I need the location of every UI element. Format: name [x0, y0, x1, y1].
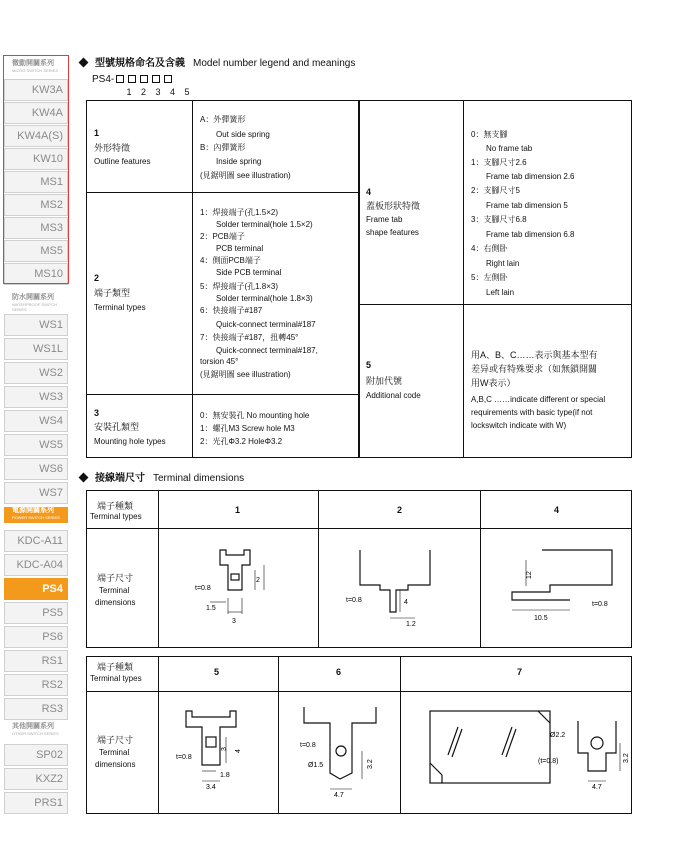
- dim-label: 3: [232, 618, 236, 625]
- terminal-type-label-zh: 端子種類: [97, 501, 134, 511]
- sidebar-item-rs3[interactable]: RS3: [4, 698, 68, 720]
- legend-row5-line: 差异或有特殊要求（如無鎖開關: [471, 364, 598, 374]
- legend-section-title: [78, 54, 355, 69]
- dim-label: 4.7: [592, 784, 602, 791]
- dim-label: t=0.8: [195, 585, 211, 592]
- sidebar-item-ws6[interactable]: WS6: [4, 458, 68, 480]
- diamond-bullet-icon: [79, 473, 89, 483]
- dim-label: 4: [404, 599, 408, 606]
- divider: [86, 691, 632, 692]
- terminal-col-5: 5: [214, 667, 220, 677]
- legend-row2-line: 2：PCB端子: [200, 232, 245, 241]
- group-title: 其他開關系列: [12, 723, 54, 730]
- group-subtitle: OTHER SWITCH SERIES: [12, 731, 59, 736]
- sidebar-item-prs1[interactable]: PRS1: [4, 792, 68, 814]
- group-title: 電源開關系列: [12, 507, 54, 514]
- dim-label: 1.5: [206, 605, 216, 612]
- sidebar-item-kdc-a11[interactable]: KDC-A11: [4, 530, 68, 552]
- sidebar-item-ms2[interactable]: MS2: [4, 194, 68, 216]
- dim-label: 1.2: [406, 621, 416, 628]
- sidebar-item-ms5[interactable]: MS5: [4, 240, 68, 262]
- legend-row5-en: Additional code: [366, 391, 421, 400]
- sidebar: [0, 0, 70, 851]
- dim-label: t=0.8: [346, 597, 362, 604]
- sidebar-item-ps5[interactable]: PS5: [4, 602, 68, 624]
- legend-row2-line: 6：快接端子#187: [200, 306, 263, 315]
- terminal-6-drawing: [280, 693, 398, 813]
- legend-row3-zh: 安裝孔類型: [94, 422, 140, 432]
- terminal-1-drawing: [160, 530, 317, 647]
- terminal-dim-label-en2: dimensions: [95, 598, 136, 607]
- sidebar-item-ps4[interactable]: PS4: [4, 578, 68, 600]
- terminal-dim-label-en: Terminal: [99, 748, 130, 757]
- sidebar-item-kdc-a04[interactable]: KDC-A04: [4, 554, 68, 576]
- sidebar-item-ws1[interactable]: WS1: [4, 314, 68, 336]
- sidebar-item-kw4a-s[interactable]: KW4A(S): [4, 125, 68, 147]
- dim-label: t=0.8: [592, 601, 608, 608]
- legend-row5-line: lockswitch indicate with W): [471, 421, 567, 430]
- divider: [480, 490, 481, 648]
- model-position-numbers: 1 2 3 4 5: [126, 87, 190, 97]
- legend-row2-line: Solder terminal(hole 1.5×2): [216, 220, 313, 229]
- legend-row2-line: Quick-connect terminal#187,: [216, 346, 318, 355]
- terminal-type-label-en: Terminal types: [90, 674, 142, 683]
- group-subtitle: WATERPROOF SWITCH SERIES: [12, 302, 58, 312]
- divider: [158, 490, 159, 648]
- dim-label: t=0.8: [176, 754, 192, 761]
- terminals-title-en: Terminal dimensions: [153, 473, 245, 484]
- legend-row2-en: Terminal types: [94, 303, 146, 312]
- legend-row2-line: 7：快接端子#187，扭轉45°: [200, 333, 299, 342]
- legend-row2-zh: 端子類型: [94, 288, 131, 298]
- legend-row2-line: Quick-connect terminal#187: [216, 320, 316, 329]
- sidebar-item-sp02[interactable]: SP02: [4, 744, 68, 766]
- dim-label: t=0.8: [300, 742, 316, 749]
- selection-highlight-box: [3, 55, 69, 284]
- group-subtitle: MICRO SWITCH SERIES: [12, 68, 59, 73]
- sidebar-item-ws3[interactable]: WS3: [4, 386, 68, 408]
- legend-row1-line: (見鋸明圖 see illustration): [200, 171, 291, 180]
- sidebar-item-ps6[interactable]: PS6: [4, 626, 68, 648]
- legend-row4-line: Frame tab dimension 6.8: [486, 230, 575, 239]
- dim-label: 3.4: [206, 784, 216, 791]
- divider: [86, 528, 632, 529]
- legend-row2-line: 1：焊接端子(孔1.5×2): [200, 208, 279, 217]
- dim-label: 4: [235, 749, 242, 753]
- terminal-4-drawing: [482, 530, 630, 647]
- terminal-col-4: 4: [554, 505, 560, 515]
- sidebar-item-kw10[interactable]: KW10: [4, 148, 68, 170]
- legend-row2-num: 2: [94, 273, 100, 283]
- legend-row4-line: 0：無支腳: [471, 130, 508, 139]
- legend-row1-line: Inside spring: [216, 157, 262, 166]
- terminal-col-6: 6: [336, 667, 342, 677]
- divider: [358, 100, 360, 458]
- sidebar-item-ws7[interactable]: WS7: [4, 482, 68, 504]
- dim-label: 2: [256, 577, 260, 584]
- divider: [400, 656, 401, 814]
- divider: [192, 100, 193, 458]
- legend-row4-line: Frame tab dimension 2.6: [486, 172, 575, 181]
- legend-row1-num: 1: [94, 128, 100, 138]
- sidebar-group-power: [4, 507, 68, 523]
- legend-title-en: Model number legend and meanings: [193, 58, 356, 69]
- divider: [318, 490, 319, 648]
- legend-row4-line: 3：支腳尺寸6.8: [471, 215, 527, 224]
- legend-row4-line: 1：支腳尺寸2.6: [471, 158, 527, 167]
- terminal-dim-label-en: Terminal: [99, 586, 130, 595]
- legend-row4-line: 5：左側卧: [471, 273, 508, 282]
- legend-row4-zh: 蓋板形狀特徵: [366, 201, 421, 211]
- divider: [86, 394, 359, 395]
- legend-row4-en2: shape features: [366, 228, 419, 237]
- sidebar-item-kxz2[interactable]: KXZ2: [4, 768, 68, 790]
- model-code: [92, 75, 174, 85]
- sidebar-item-rs1[interactable]: RS1: [4, 650, 68, 672]
- dim-label: Ø1.5: [308, 762, 324, 769]
- legend-row2-line: 5：焊接端子(孔1.8×3): [200, 282, 279, 291]
- legend-row1-zh: 外形特徵: [94, 143, 131, 153]
- dim-label: 3.2: [367, 759, 374, 769]
- legend-row3-line: 2：光孔Φ3.2 HoleΦ3.2: [200, 437, 283, 446]
- legend-row4-num: 4: [366, 187, 372, 197]
- divider: [278, 656, 279, 814]
- terminal-7-drawing: [402, 693, 630, 813]
- terminal-dim-label-zh: 端子尺寸: [97, 573, 134, 583]
- legend-row5-line: 用W表示）: [471, 378, 516, 388]
- legend-row2-line: Side PCB terminal: [216, 268, 282, 277]
- group-title: 微動開關系列: [12, 60, 54, 67]
- sidebar-item-ms1[interactable]: MS1: [4, 171, 68, 193]
- dim-label: 3.2: [623, 753, 630, 763]
- legend-row3-en: Mounting hole types: [94, 437, 166, 446]
- legend-row4-line: 2：支腳尺寸5: [471, 186, 520, 195]
- legend-row4-line: Right lain: [486, 259, 520, 268]
- terminals-section-title: [78, 469, 244, 484]
- sidebar-group-waterproof: [4, 294, 68, 310]
- legend-row3-line: 1：螺孔M3 Screw hole M3: [200, 424, 295, 433]
- legend-row4-en: Frame tab: [366, 215, 403, 224]
- dim-label: 4.7: [334, 792, 344, 799]
- sidebar-item-ws4[interactable]: WS4: [4, 410, 68, 432]
- terminal-dim-label-zh: 端子尺寸: [97, 735, 134, 745]
- sidebar-item-ws2[interactable]: WS2: [4, 362, 68, 384]
- sidebar-item-ms3[interactable]: MS3: [4, 217, 68, 239]
- terminal-5-drawing: [160, 693, 277, 813]
- dim-label: 10.5: [534, 615, 548, 622]
- legend-row5-num: 5: [366, 360, 372, 370]
- divider: [86, 192, 359, 193]
- terminals-title-zh: 接線端尺寸: [95, 473, 145, 484]
- legend-row4-line: 4：右側卧: [471, 244, 508, 253]
- dim-label: 3: [221, 747, 228, 751]
- legend-row5-line: requirements with basic type(if not: [471, 408, 593, 417]
- terminal-type-label-zh: 端子種類: [97, 662, 134, 672]
- legend-row2-line: Solder terminal(hole 1.8×3): [216, 294, 313, 303]
- dim-label: 1.8: [220, 772, 230, 779]
- terminal-col-1: 1: [235, 505, 241, 515]
- model-prefix: PS4-: [92, 74, 115, 85]
- divider: [463, 100, 464, 458]
- dim-label: Ø2.2: [550, 732, 566, 739]
- sidebar-item-ms10[interactable]: MS10: [4, 263, 68, 285]
- legend-row2-line: torsion 45°: [200, 357, 239, 366]
- legend-row5-zh: 附加代號: [366, 376, 403, 386]
- legend-row3-num: 3: [94, 408, 100, 418]
- sidebar-item-ws1l[interactable]: WS1L: [4, 338, 68, 360]
- legend-row2-line: (見鋸明圖 see illustration): [200, 370, 291, 379]
- legend-row1-en: Outline features: [94, 157, 151, 166]
- terminal-2-drawing: [320, 530, 478, 647]
- sidebar-group-other: [4, 723, 68, 739]
- sidebar-item-ws5[interactable]: WS5: [4, 434, 68, 456]
- sidebar-item-kw3a[interactable]: KW3A: [4, 79, 68, 101]
- legend-row5-line: 用A、B、C……表示與基本型有: [471, 350, 598, 360]
- dim-label: 12: [526, 571, 533, 579]
- divider: [358, 304, 632, 305]
- legend-row4-line: Left lain: [486, 288, 515, 297]
- legend-title-zh: 型號規格命名及含義: [95, 58, 185, 69]
- divider: [158, 656, 159, 814]
- terminal-type-label-en: Terminal types: [90, 512, 142, 521]
- legend-row4-line: No frame tab: [486, 144, 533, 153]
- dim-label: (t=0.8): [538, 758, 559, 765]
- group-title: 防水開關系列: [12, 294, 54, 301]
- sidebar-item-rs2[interactable]: RS2: [4, 674, 68, 696]
- terminal-dim-label-en2: dimensions: [95, 760, 136, 769]
- legend-row3-line: 0：無安裝孔 No mounting hole: [200, 411, 310, 420]
- legend-row1-line: A：外彈簧形: [200, 115, 246, 124]
- group-subtitle: POWER SWITCH SERIES: [12, 515, 60, 520]
- legend-row2-line: 4：側面PCB端子: [200, 256, 261, 265]
- legend-row2-line: PCB terminal: [216, 244, 264, 253]
- terminal-col-7: 7: [517, 667, 523, 677]
- sidebar-item-kw4a[interactable]: KW4A: [4, 102, 68, 124]
- legend-row1-line: B：內彈簧形: [200, 143, 246, 152]
- diamond-bullet-icon: [79, 58, 89, 68]
- legend-row1-line: Out side spring: [216, 130, 270, 139]
- terminal-col-2: 2: [397, 505, 403, 515]
- legend-row4-line: Frame tab dimension 5: [486, 201, 568, 210]
- legend-row5-line: A,B,C ……indicate different or special: [471, 395, 606, 404]
